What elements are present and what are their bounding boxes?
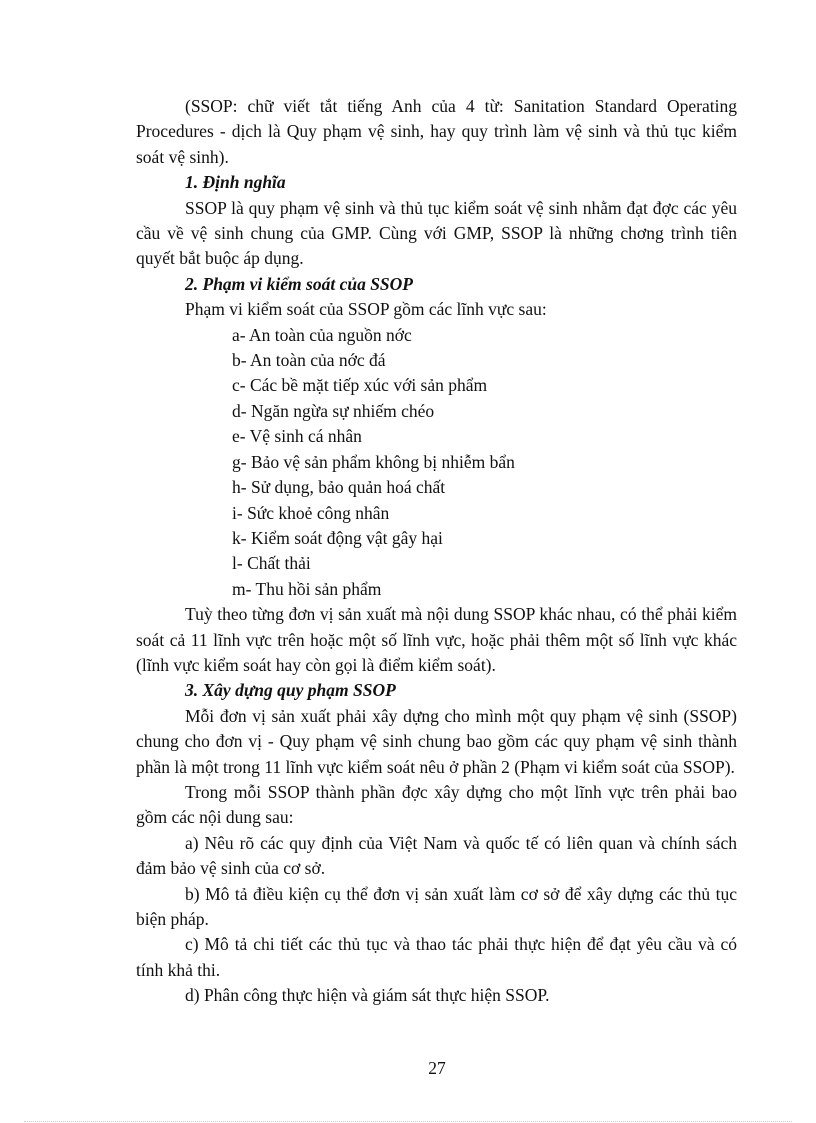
list-item: h- Sử dụng, bảo quản hoá chất <box>232 477 446 498</box>
list-item: e- Vệ sinh cá nhân <box>232 426 362 447</box>
page-bottom-divider <box>24 1121 792 1122</box>
content-item-c: c) Mô tả chi tiết các thủ tục và thao tác phải thực hiện để đạt yêu cầu và có tính khả thi. <box>136 934 737 980</box>
list-item: d- Ngăn ngừa sự nhiếm chéo <box>232 400 435 421</box>
content-item-b: b) Mô tả điều kiện cụ thể đơn vị sản xuất làm cơ sở để xây dựng các thủ tục biện pháp. <box>136 883 737 929</box>
list-item: c- Các bề mặt tiếp xúc với sản phẩm <box>232 375 488 396</box>
section-heading-build: 3. Xây dựng quy phạm SSOP <box>185 680 396 701</box>
content-item-a: a) Nêu rõ các quy định của Việt Nam và quốc tế có liên quan và chính sách đảm bảo vệ sinh của cơ sở. <box>136 832 737 879</box>
scope-note-paragraph: Tuỳ theo từng đơn vị sản xuất mà nội dung SSOP khác nhau, có thể phải kiểm soát cả 11 lĩnh vực trên hoặc một số lĩnh vực, hoặc phải thêm một số lĩnh vực khác (lĩnh vực kiểm soát hay còn gọi là điểm kiểm soát). <box>136 604 737 675</box>
list-item: m- Thu hồi sản phẩm <box>232 578 382 599</box>
list-item: a- An toàn của nguồn nớc <box>232 324 412 345</box>
build-paragraph-2: Trong mỗi SSOP thành phần đợc xây dựng cho một lĩnh vực trên phải bao gồm các nội dung sau: <box>136 781 737 828</box>
list-item: i- Sức khoẻ công nhân <box>232 502 390 523</box>
list-item: b- An toàn của nớc đá <box>232 350 386 371</box>
definition-paragraph: SSOP là quy phạm vệ sinh và thủ tục kiểm soát vệ sinh nhằm đạt đợc các yêu cầu về vệ sinh chung của GMP. Cùng với GMP, SSOP là những chơng trình tiên quyết bắt buộc áp dụng. <box>136 197 737 269</box>
build-paragraph-1: Mỗi đơn vị sản xuất phải xây dựng cho mình một quy phạm vệ sinh (SSOP) chung cho đơn vị - Quy phạm vệ sinh chung bao gồm các quy phạm vệ sinh thành phần là một trong 11 lĩnh vực kiểm soát nêu ở phần 2 (Phạm vi kiểm soát của SSOP). <box>136 705 737 777</box>
intro-paragraph: (SSOP: chữ viết tắt tiếng Anh của 4 từ: Sanitation Standard Operating Procedures - dịch là Quy phạm vệ sinh, hay quy trình làm vệ sinh và thủ tục kiểm soát vệ sinh). <box>136 96 737 167</box>
scope-intro-text: Phạm vi kiểm soát của SSOP gồm các lĩnh vực sau: <box>185 299 547 320</box>
scope-list <box>136 323 737 602</box>
list-item: g- Bảo vệ sản phẩm không bị nhiễm bẩn <box>232 451 515 472</box>
page-number: 27 <box>428 1058 446 1078</box>
list-item: k- Kiểm soát động vật gây hại <box>232 527 443 548</box>
section-heading-definition: 1. Định nghĩa <box>185 172 286 193</box>
list-item: l- Chất thải <box>232 553 311 574</box>
content-item-d: d) Phân công thực hiện và giám sát thực hiện SSOP. <box>185 985 550 1006</box>
document-body <box>136 94 737 1009</box>
section-heading-scope: 2. Phạm vi kiểm soát của SSOP <box>185 273 413 294</box>
